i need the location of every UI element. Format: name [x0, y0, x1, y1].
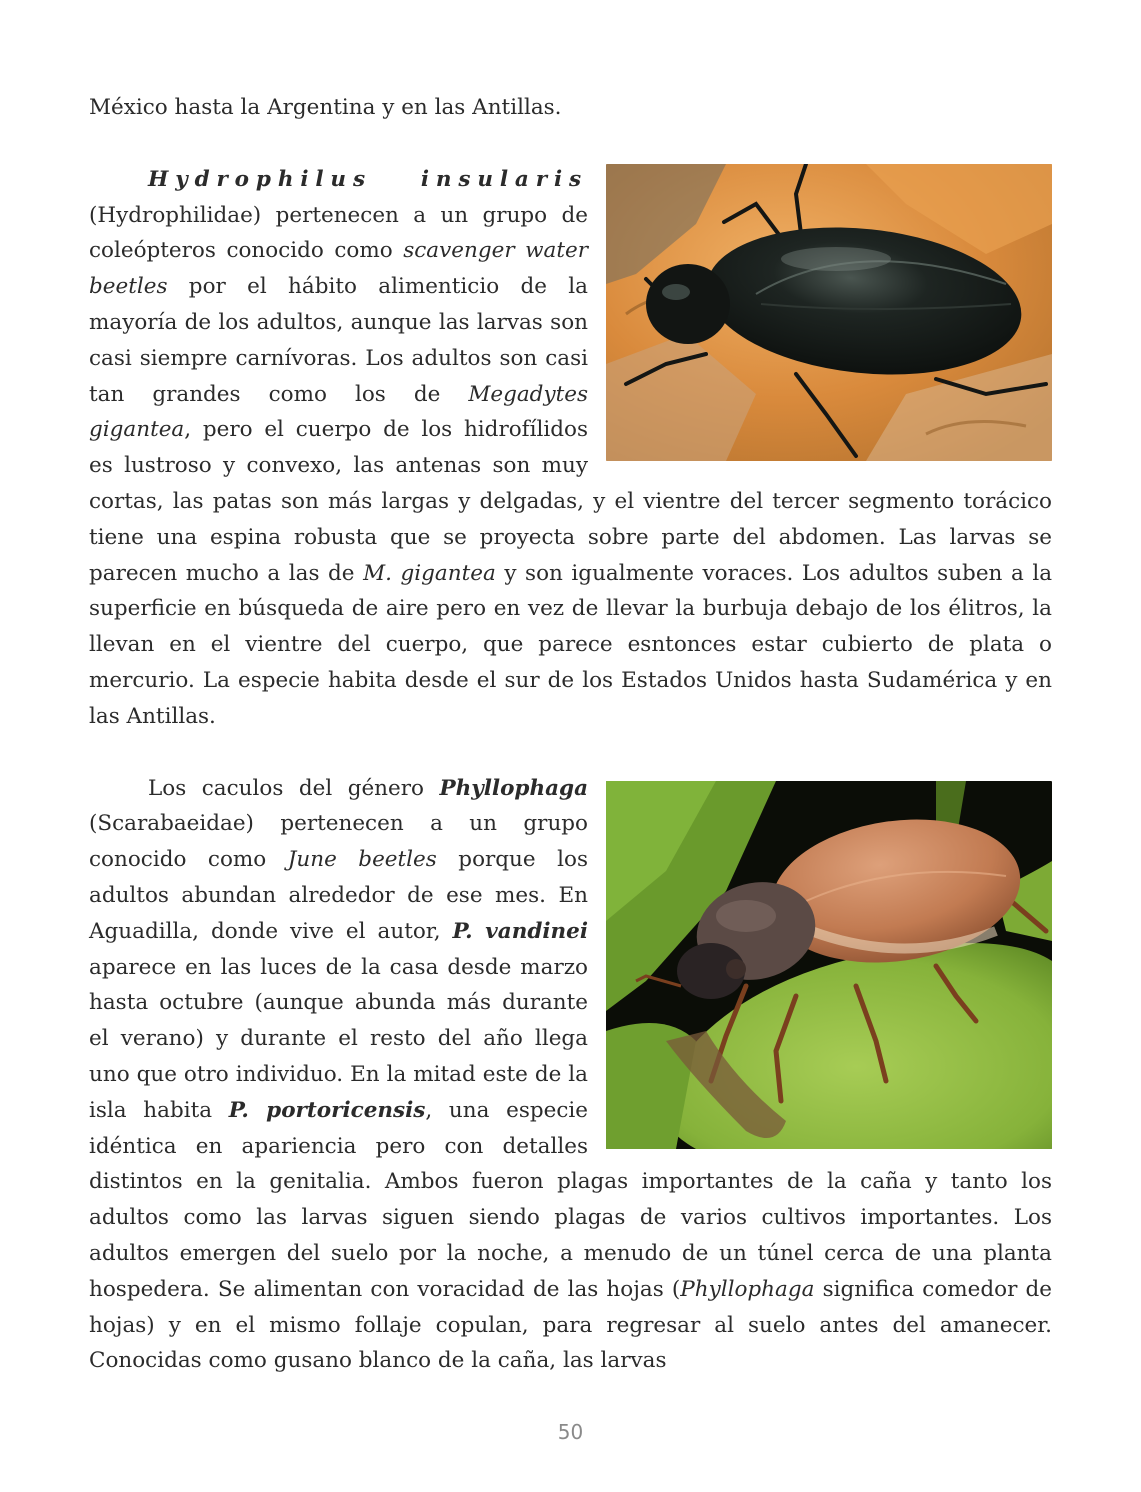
paragraph-hydrophilus-text-1: (Hydrophilidae) pertenecen a un grupo de coleópteros conocido como — [89, 202, 588, 264]
species-hydrophilus: Hydrophilus insularis — [148, 166, 588, 192]
genus-phyllophaga-ref: Phyllophaga — [680, 1276, 815, 1302]
paragraph-intro — [89, 90, 1052, 126]
paragraph-hydrophilus-text-3: , pero el cuerpo de los hidrofílidos es lustroso y convexo, las antenas son muy cortas, las patas son más largas y delgadas, y el vientre del tercer segmento torácico tiene una espina robusta que se proyecta sobre parte del abdomen. Las larvas se parecen mucho a las de — [89, 417, 1052, 586]
paragraph-phyllophaga-text-4: aparece en las luces de la casa desde marzo hasta octubre (aunque abunda más durante el verano) y durante el resto del año llega uno que otro individuo. En la mitad este de la isla habita — [89, 954, 588, 1123]
june-beetle-image — [606, 781, 1052, 1149]
page-number: 50 — [557, 1420, 584, 1444]
page-body — [89, 90, 1052, 1379]
species-p-portoricensis: P. portoricensis — [228, 1097, 426, 1123]
water-beetle-image — [606, 164, 1052, 461]
paragraph-gap — [89, 126, 1052, 162]
june-beetle-photo — [606, 781, 1052, 1149]
water-beetle-photo — [606, 164, 1052, 461]
paragraph-phyllophaga-text-2: (Scarabaeidae) pertenecen a un grupo conocido como — [89, 811, 588, 873]
term-scavenger-water-beetles: scavenger water beetles — [89, 238, 588, 300]
paragraph-intro-text: México hasta la Argentina y en las Antillas. — [89, 95, 562, 120]
paragraph-phyllophaga-text-3: porque los adultos abundan alrededor de ese mes. En Aguadilla, donde vive el autor, — [89, 847, 588, 944]
paragraph-phyllophaga-text-5: , una especie idéntica en apariencia pero con detalles distintos en la genitalia. Ambos fueron plagas importantes de la caña y tanto los adultos como las larvas siguen siendo plagas de varios cultivos importantes. Los adultos emergen del suelo por la noche, a menudo de un túnel cerca de una planta hospedera. Se alimentan con voracidad de las hojas ( — [89, 1097, 1052, 1302]
genus-phyllophaga: Phyllophaga — [439, 775, 588, 801]
paragraph-gap — [89, 735, 1052, 771]
species-m-gigantea: M. gigantea — [363, 560, 496, 586]
species-megadytes: Megadytes gigantea — [89, 381, 588, 443]
term-june-beetles: June beetles — [287, 847, 437, 873]
species-p-vandinei: P. vandinei — [452, 918, 589, 944]
paragraph-hydrophilus-text-4: y son igualmente voraces. Los adultos suben a la superficie en búsqueda de aire pero en vez de llevar la burbuja debajo de los élitros, la llevan en el vientre del cuerpo, que parece esntonces estar cubierto de plata o mercurio. La especie habita desde el sur de los Estados Unidos hasta Sudamérica y en las Antillas. — [89, 560, 1053, 729]
paragraph-phyllophaga-text-1: Los caculos del género — [148, 775, 440, 801]
paragraph-phyllophaga-text-6: significa comedor de hojas) y en el mismo follaje copulan, para regresar al suelo antes del amanecer. Conocidas como gusano blanco de la caña, las larvas — [89, 1276, 1052, 1374]
paragraph-hydrophilus-text-2: por el hábito alimenticio de la mayoría de los adultos, aunque las larvas son casi siempre carnívoras. Los adultos son casi tan grandes como los de — [89, 274, 588, 407]
